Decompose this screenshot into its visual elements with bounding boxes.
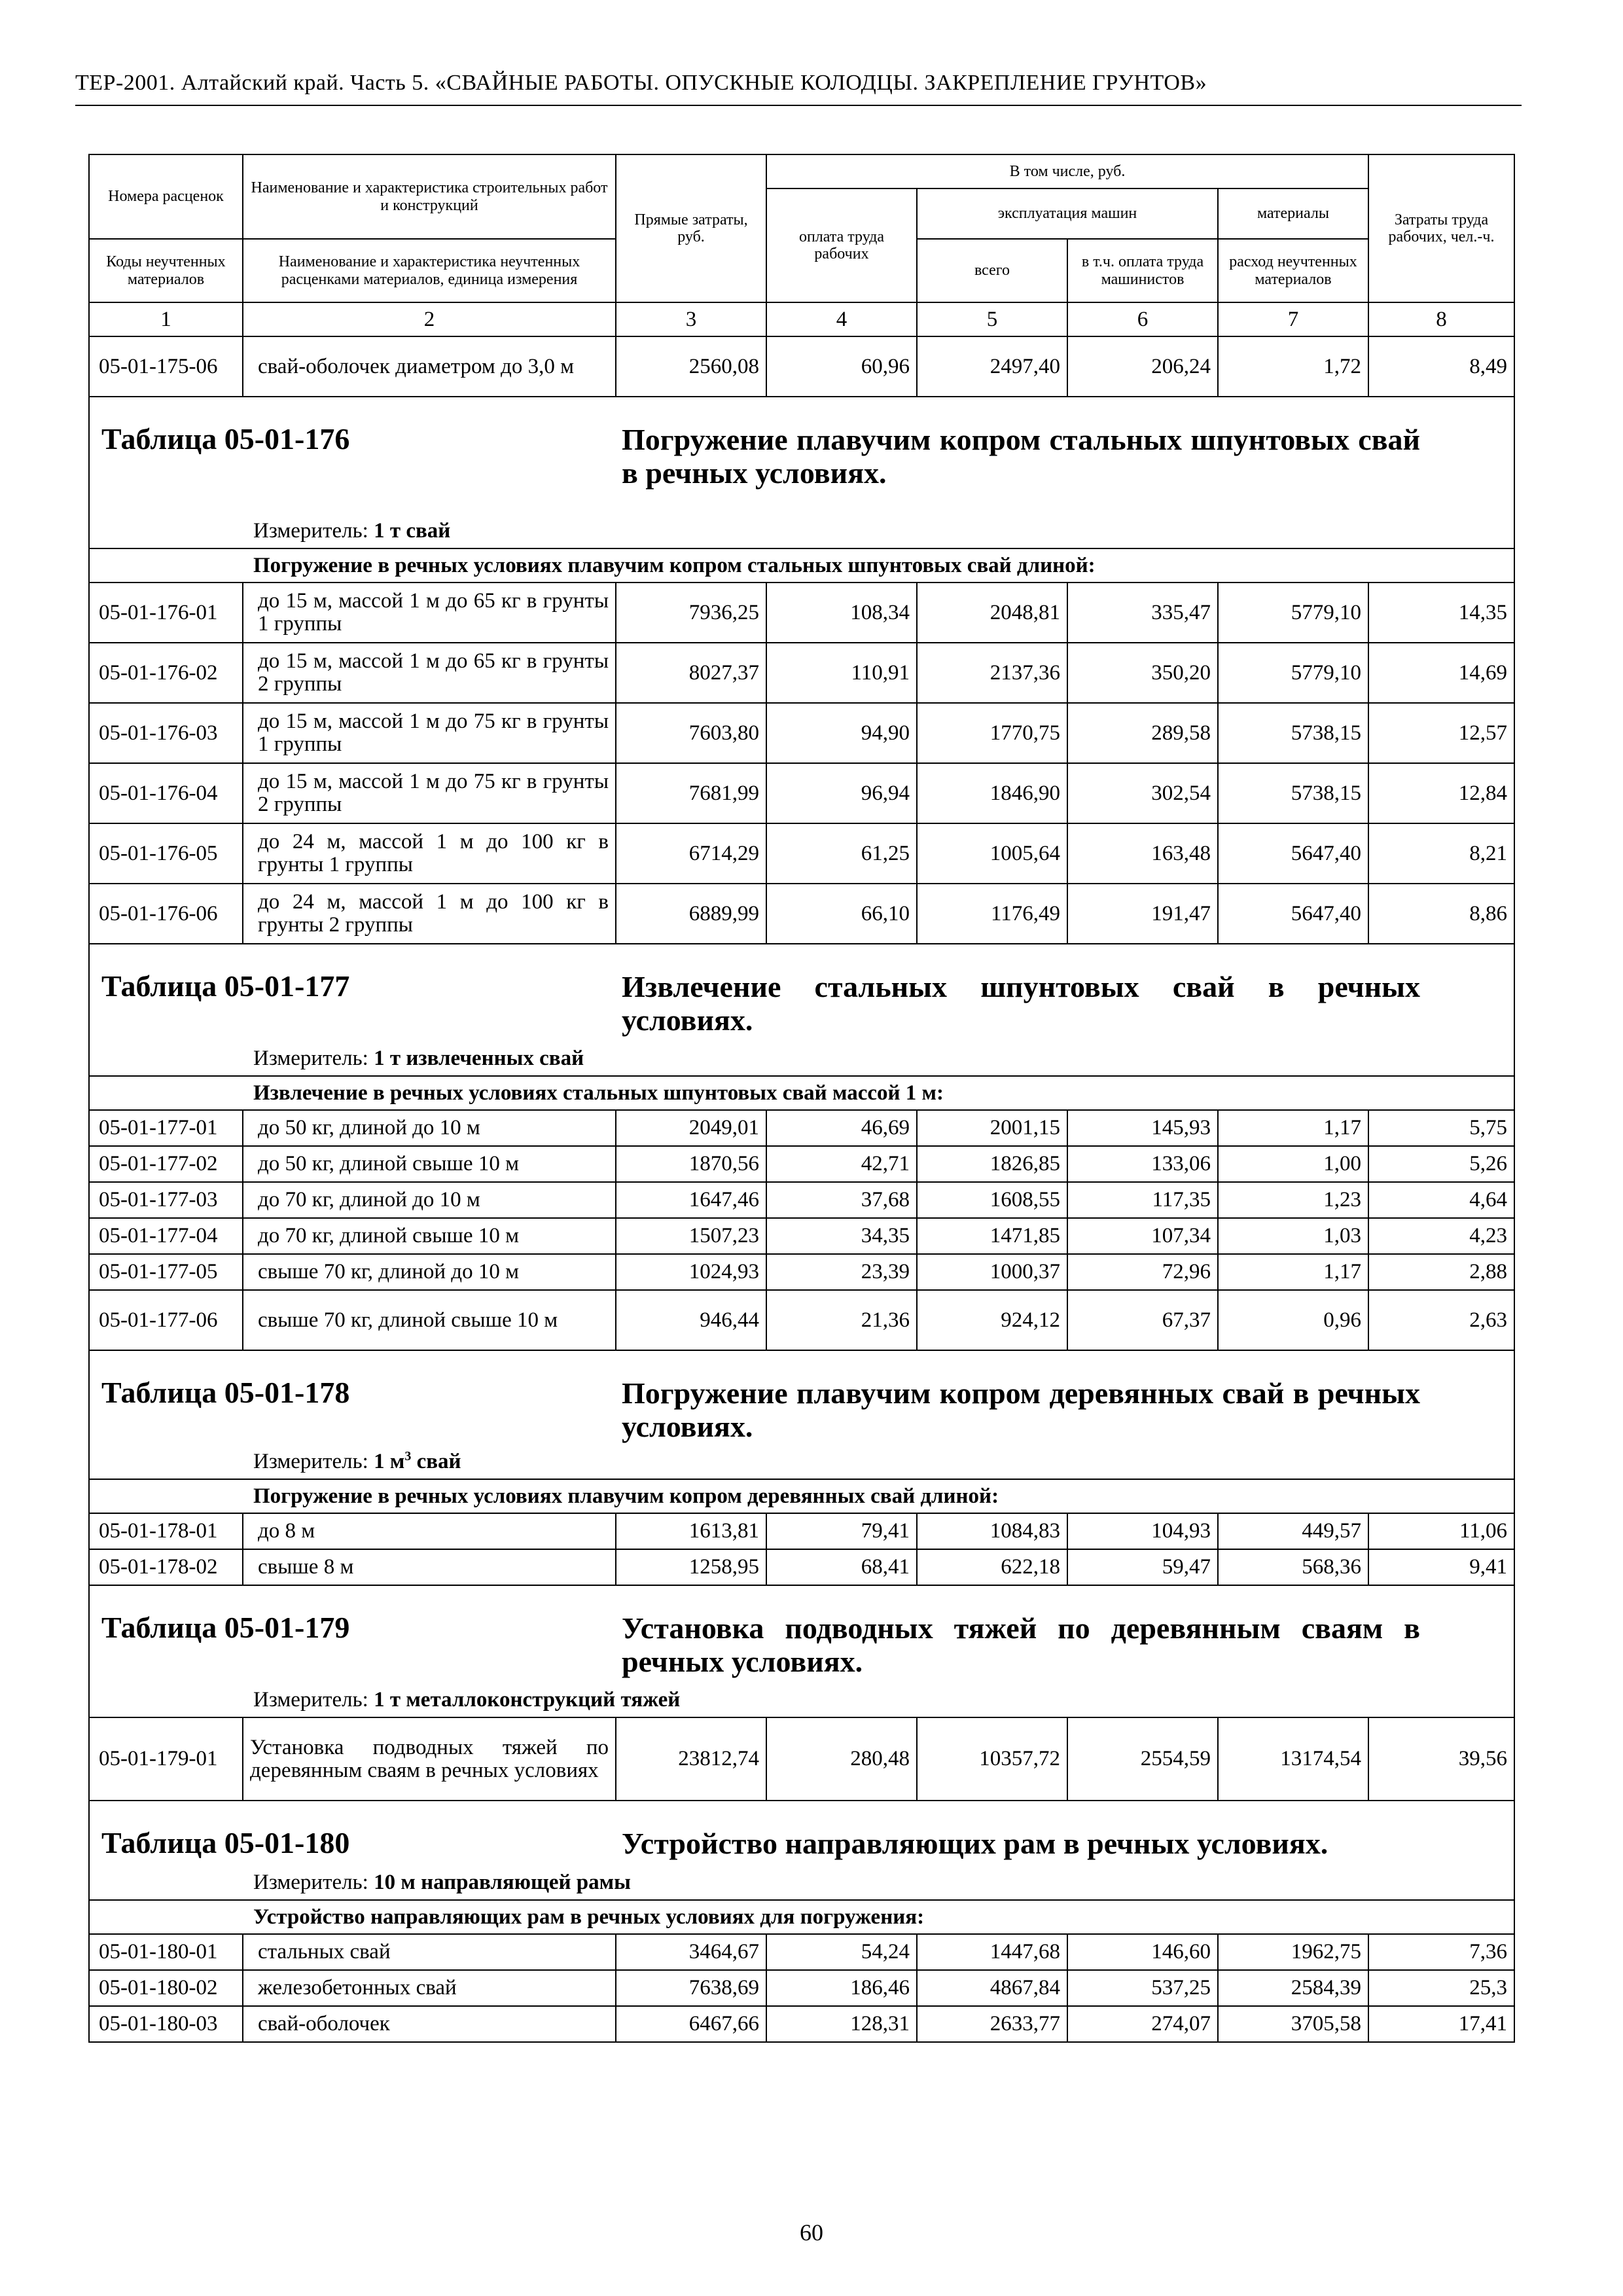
section-title-box bbox=[90, 1351, 1514, 1479]
rate-code: 05-01-176-03 bbox=[89, 703, 243, 763]
rate-value: 280,48 bbox=[766, 1717, 917, 1801]
rate-name: свыше 8 м bbox=[243, 1549, 616, 1585]
table-section-title bbox=[89, 1801, 1514, 1900]
rate-value: 1,00 bbox=[1218, 1146, 1368, 1182]
table-row bbox=[89, 583, 1514, 643]
rate-value: 67,37 bbox=[1067, 1290, 1218, 1350]
section-caption: Установка подводных тяжей по деревянным сваям в речных условиях. bbox=[622, 1611, 1420, 1678]
rate-value: 2633,77 bbox=[917, 2006, 1067, 2042]
rate-value: 449,57 bbox=[1218, 1513, 1368, 1549]
rate-value: 5,75 bbox=[1368, 1110, 1514, 1146]
section-caption: Устройство направляющих рам в речных условиях. bbox=[622, 1827, 1329, 1860]
rate-name: до 15 м, массой 1 м до 65 кг в грунты 1 группы bbox=[243, 583, 616, 643]
section-unit bbox=[253, 520, 450, 543]
unit-suffix: свай bbox=[411, 1450, 461, 1474]
table-row bbox=[89, 1549, 1514, 1585]
rate-value: 59,47 bbox=[1067, 1549, 1218, 1585]
rate-value: 335,47 bbox=[1067, 583, 1218, 643]
rate-code: 05-01-179-01 bbox=[89, 1717, 243, 1801]
rate-value: 1024,93 bbox=[616, 1254, 766, 1290]
rate-value: 163,48 bbox=[1067, 823, 1218, 884]
section-title-cell bbox=[89, 397, 1514, 548]
section-title-cell bbox=[89, 1350, 1514, 1479]
rate-value: 5647,40 bbox=[1218, 823, 1368, 884]
section-table-number: Таблица 05-01-179 bbox=[101, 1611, 350, 1644]
table-section-title bbox=[89, 397, 1514, 548]
rate-value: 1507,23 bbox=[616, 1218, 766, 1254]
section-table-number: Таблица 05-01-178 bbox=[101, 1376, 350, 1409]
rate-value: 5738,15 bbox=[1218, 763, 1368, 823]
rate-value: 110,91 bbox=[766, 643, 917, 703]
table-row bbox=[89, 1182, 1514, 1218]
rate-value: 25,3 bbox=[1368, 1970, 1514, 2006]
rate-value: 1826,85 bbox=[917, 1146, 1067, 1182]
rate-value: 8027,37 bbox=[616, 643, 766, 703]
section-title-box bbox=[90, 1801, 1514, 1899]
rate-value: 72,96 bbox=[1067, 1254, 1218, 1290]
col-number: 8 bbox=[1368, 302, 1514, 336]
rate-code: 05-01-176-05 bbox=[89, 823, 243, 884]
rate-value: 1,23 bbox=[1218, 1182, 1368, 1218]
rate-name: свай-оболочек диаметром до 3,0 м bbox=[243, 336, 616, 397]
section-table-number: Таблица 05-01-177 bbox=[101, 969, 350, 1003]
rate-value: 145,93 bbox=[1067, 1110, 1218, 1146]
table-row bbox=[89, 884, 1514, 944]
unit-prefix: Измеритель: bbox=[253, 1047, 368, 1071]
table-row bbox=[89, 1146, 1514, 1182]
rate-value: 37,68 bbox=[766, 1182, 917, 1218]
rate-code: 05-01-178-01 bbox=[89, 1513, 243, 1549]
rates-table bbox=[88, 154, 1515, 2043]
rate-value: 1770,75 bbox=[917, 703, 1067, 763]
rate-value: 4867,84 bbox=[917, 1970, 1067, 2006]
rate-code: 05-01-177-04 bbox=[89, 1218, 243, 1254]
rate-value: 302,54 bbox=[1067, 763, 1218, 823]
rate-value: 60,96 bbox=[766, 336, 917, 397]
rate-value: 39,56 bbox=[1368, 1717, 1514, 1801]
rate-value: 13174,54 bbox=[1218, 1717, 1368, 1801]
header-codes-materials: Коды неучтенных материалов bbox=[89, 239, 243, 302]
unit-prefix: Измеритель: bbox=[253, 1871, 368, 1895]
section-unit bbox=[253, 1871, 631, 1894]
rate-value: 1,03 bbox=[1218, 1218, 1368, 1254]
rate-name: свай-оболочек bbox=[243, 2006, 616, 2042]
rate-value: 1613,81 bbox=[616, 1513, 766, 1549]
col-number: 4 bbox=[766, 302, 917, 336]
rate-value: 3464,67 bbox=[616, 1934, 766, 1970]
header-machinists-pay: в т.ч. оплата труда машинистов bbox=[1067, 239, 1218, 302]
rate-value: 7638,69 bbox=[616, 1970, 766, 2006]
rate-value: 186,46 bbox=[766, 1970, 917, 2006]
rate-value: 8,21 bbox=[1368, 823, 1514, 884]
header-materials-consumption: расход неучтенных материалов bbox=[1218, 239, 1368, 302]
rate-value: 622,18 bbox=[917, 1549, 1067, 1585]
rate-code: 05-01-176-04 bbox=[89, 763, 243, 823]
rate-value: 191,47 bbox=[1067, 884, 1218, 944]
table-row bbox=[89, 336, 1514, 397]
rate-value: 66,10 bbox=[766, 884, 917, 944]
rate-value: 96,94 bbox=[766, 763, 917, 823]
header-machines-total: всего bbox=[917, 239, 1067, 302]
rate-value: 7681,99 bbox=[616, 763, 766, 823]
rate-value: 350,20 bbox=[1067, 643, 1218, 703]
rate-value: 94,90 bbox=[766, 703, 917, 763]
rate-value: 537,25 bbox=[1067, 1970, 1218, 2006]
rate-value: 4,64 bbox=[1368, 1182, 1514, 1218]
rate-code: 05-01-176-06 bbox=[89, 884, 243, 944]
rate-value: 117,35 bbox=[1067, 1182, 1218, 1218]
header-name-materials: Наименование и характеристика неучтенных расценками материалов, единица измерения bbox=[243, 239, 616, 302]
rate-value: 1,17 bbox=[1218, 1110, 1368, 1146]
rate-value: 10357,72 bbox=[917, 1717, 1067, 1801]
rate-name: Установка подводных тяжей по деревянным сваям в речных условиях bbox=[243, 1717, 616, 1801]
rate-value: 5647,40 bbox=[1218, 884, 1368, 944]
rate-value: 7603,80 bbox=[616, 703, 766, 763]
rate-code: 05-01-180-03 bbox=[89, 2006, 243, 2042]
rate-value: 12,57 bbox=[1368, 703, 1514, 763]
col-number: 6 bbox=[1067, 302, 1218, 336]
rate-value: 2048,81 bbox=[917, 583, 1067, 643]
section-title-cell bbox=[89, 1585, 1514, 1717]
section-table-number: Таблица 05-01-180 bbox=[101, 1826, 350, 1859]
rate-name: до 15 м, массой 1 м до 65 кг в грунты 2 группы bbox=[243, 643, 616, 703]
rate-code: 05-01-176-02 bbox=[89, 643, 243, 703]
unit-value: 1 т металлоконструкций тяжей bbox=[374, 1688, 681, 1712]
rate-value: 289,58 bbox=[1067, 703, 1218, 763]
rate-name: до 50 кг, длиной свыше 10 м bbox=[243, 1146, 616, 1182]
rate-code: 05-01-180-02 bbox=[89, 1970, 243, 2006]
rate-value: 924,12 bbox=[917, 1290, 1067, 1350]
table-row bbox=[89, 1290, 1514, 1350]
rate-value: 1,17 bbox=[1218, 1254, 1368, 1290]
rate-name: свыше 70 кг, длиной до 10 м bbox=[243, 1254, 616, 1290]
section-title-cell bbox=[89, 1801, 1514, 1900]
rate-value: 6889,99 bbox=[616, 884, 766, 944]
rate-value: 146,60 bbox=[1067, 1934, 1218, 1970]
rate-value: 1471,85 bbox=[917, 1218, 1067, 1254]
rate-value: 23,39 bbox=[766, 1254, 917, 1290]
table-row bbox=[89, 703, 1514, 763]
rate-value: 2,88 bbox=[1368, 1254, 1514, 1290]
rate-value: 46,69 bbox=[766, 1110, 917, 1146]
rate-value: 12,84 bbox=[1368, 763, 1514, 823]
unit-value: 1 т извлеченных свай bbox=[374, 1047, 584, 1071]
header-including: В том числе, руб. bbox=[766, 154, 1368, 188]
section-title-cell bbox=[89, 944, 1514, 1076]
header-machines: эксплуатация машин bbox=[917, 188, 1218, 239]
rate-value: 2554,59 bbox=[1067, 1717, 1218, 1801]
rate-value: 5,26 bbox=[1368, 1146, 1514, 1182]
header-codes: Номера расценок bbox=[89, 154, 243, 239]
table-row bbox=[89, 1218, 1514, 1254]
running-header: ТЕР-2001. Алтайский край. Часть 5. «СВАЙНЫЕ РАБОТЫ. ОПУСКНЫЕ КОЛОДЦЫ. ЗАКРЕПЛЕНИЕ ГРУНТОВ» bbox=[75, 71, 1207, 95]
rate-name: до 24 м, массой 1 м до 100 кг в грунты 2 группы bbox=[243, 884, 616, 944]
rate-value: 5779,10 bbox=[1218, 643, 1368, 703]
rate-value: 5738,15 bbox=[1218, 703, 1368, 763]
section-subheading-row bbox=[89, 548, 1514, 583]
col-number: 2 bbox=[243, 302, 616, 336]
rate-name: до 70 кг, длиной свыше 10 м bbox=[243, 1218, 616, 1254]
rate-value: 61,25 bbox=[766, 823, 917, 884]
section-title-box bbox=[90, 1586, 1514, 1717]
rate-value: 2137,36 bbox=[917, 643, 1067, 703]
col-number: 5 bbox=[917, 302, 1067, 336]
rate-value: 128,31 bbox=[766, 2006, 917, 2042]
rate-value: 17,41 bbox=[1368, 2006, 1514, 2042]
rate-name: до 24 м, массой 1 м до 100 кг в грунты 1 группы bbox=[243, 823, 616, 884]
rate-value: 1000,37 bbox=[917, 1254, 1067, 1290]
section-unit bbox=[253, 1047, 584, 1070]
rate-value: 1005,64 bbox=[917, 823, 1067, 884]
table-row bbox=[89, 1513, 1514, 1549]
rate-value: 1258,95 bbox=[616, 1549, 766, 1585]
unit-prefix: Измеритель: bbox=[253, 1688, 368, 1712]
rate-value: 1,72 bbox=[1218, 336, 1368, 397]
rate-value: 9,41 bbox=[1368, 1549, 1514, 1585]
rate-name: до 15 м, массой 1 м до 75 кг в грунты 1 группы bbox=[243, 703, 616, 763]
table-section-title bbox=[89, 1585, 1514, 1717]
rate-value: 6714,29 bbox=[616, 823, 766, 884]
section-subheading: Погружение в речных условиях плавучим копром стальных шпунтовых свай длиной: bbox=[89, 548, 1514, 583]
table-row bbox=[89, 1110, 1514, 1146]
rate-value: 14,69 bbox=[1368, 643, 1514, 703]
table-section-title bbox=[89, 1350, 1514, 1479]
rate-value: 7936,25 bbox=[616, 583, 766, 643]
col-number: 3 bbox=[616, 302, 766, 336]
section-table-number: Таблица 05-01-176 bbox=[101, 422, 350, 456]
rate-value: 946,44 bbox=[616, 1290, 766, 1350]
rate-code: 05-01-177-03 bbox=[89, 1182, 243, 1218]
rate-code: 05-01-176-01 bbox=[89, 583, 243, 643]
table-row bbox=[89, 643, 1514, 703]
header-labor-hours: Затраты труда рабочих, чел.-ч. bbox=[1368, 154, 1514, 302]
section-subheading-row bbox=[89, 1479, 1514, 1513]
rate-value: 274,07 bbox=[1067, 2006, 1218, 2042]
column-numbers-row bbox=[89, 302, 1514, 336]
section-caption: Погружение плавучим копром стальных шпунтовых свай в речных условиях. bbox=[622, 423, 1420, 490]
section-subheading: Устройство направляющих рам в речных условиях для погружения: bbox=[89, 1900, 1514, 1934]
rate-value: 8,49 bbox=[1368, 336, 1514, 397]
section-subheading-row bbox=[89, 1076, 1514, 1110]
rate-value: 8,86 bbox=[1368, 884, 1514, 944]
rate-value: 5779,10 bbox=[1218, 583, 1368, 643]
unit-value: 1 м bbox=[374, 1450, 405, 1474]
section-caption: Извлечение стальных шпунтовых свай в речных условиях. bbox=[622, 970, 1420, 1037]
unit-superscript: 3 bbox=[404, 1449, 412, 1464]
rate-name: железобетонных свай bbox=[243, 1970, 616, 2006]
rate-value: 79,41 bbox=[766, 1513, 917, 1549]
rate-value: 4,23 bbox=[1368, 1218, 1514, 1254]
unit-value: 10 м направляющей рамы bbox=[374, 1871, 631, 1895]
rate-name: стальных свай bbox=[243, 1934, 616, 1970]
rate-name: свыше 70 кг, длиной свыше 10 м bbox=[243, 1290, 616, 1350]
unit-prefix: Измеритель: bbox=[253, 1450, 368, 1474]
rate-value: 3705,58 bbox=[1218, 2006, 1368, 2042]
unit-prefix: Измеритель: bbox=[253, 519, 368, 543]
rate-value: 34,35 bbox=[766, 1218, 917, 1254]
section-subheading-row bbox=[89, 1900, 1514, 1934]
section-title-box bbox=[90, 944, 1514, 1075]
rate-value: 133,06 bbox=[1067, 1146, 1218, 1182]
rate-value: 23812,74 bbox=[616, 1717, 766, 1801]
rate-value: 107,34 bbox=[1067, 1218, 1218, 1254]
rate-name: до 70 кг, длиной до 10 м bbox=[243, 1182, 616, 1218]
rate-value: 1846,90 bbox=[917, 763, 1067, 823]
col-number: 1 bbox=[89, 302, 243, 336]
section-caption: Погружение плавучим копром деревянных свай в речных условиях. bbox=[622, 1376, 1420, 1443]
rate-code: 05-01-177-02 bbox=[89, 1146, 243, 1182]
table-section-title bbox=[89, 944, 1514, 1076]
rate-value: 1870,56 bbox=[616, 1146, 766, 1182]
section-title-box bbox=[90, 397, 1514, 548]
header-materials: материалы bbox=[1218, 188, 1368, 239]
rate-value: 1447,68 bbox=[917, 1934, 1067, 1970]
rate-value: 2,63 bbox=[1368, 1290, 1514, 1350]
rate-value: 54,24 bbox=[766, 1934, 917, 1970]
rate-code: 05-01-178-02 bbox=[89, 1549, 243, 1585]
table-row bbox=[89, 763, 1514, 823]
header-labor-pay: оплата труда рабочих bbox=[766, 188, 917, 302]
unit-value: 1 т свай bbox=[374, 519, 451, 543]
page-number: 60 bbox=[800, 2219, 823, 2246]
rate-value: 68,41 bbox=[766, 1549, 917, 1585]
table-row bbox=[89, 1970, 1514, 2006]
rate-value: 2497,40 bbox=[917, 336, 1067, 397]
rate-code: 05-01-177-01 bbox=[89, 1110, 243, 1146]
rate-value: 7,36 bbox=[1368, 1934, 1514, 1970]
rate-value: 1962,75 bbox=[1218, 1934, 1368, 1970]
rate-code: 05-01-180-01 bbox=[89, 1934, 243, 1970]
rate-value: 104,93 bbox=[1067, 1513, 1218, 1549]
section-unit bbox=[253, 1689, 680, 1712]
rate-value: 2560,08 bbox=[616, 336, 766, 397]
table-row bbox=[89, 823, 1514, 884]
section-unit bbox=[253, 1450, 461, 1473]
rate-value: 6467,66 bbox=[616, 2006, 766, 2042]
rate-value: 14,35 bbox=[1368, 583, 1514, 643]
section-subheading: Извлечение в речных условиях стальных шпунтовых свай массой 1 м: bbox=[89, 1076, 1514, 1110]
table-row bbox=[89, 1934, 1514, 1970]
rate-value: 2584,39 bbox=[1218, 1970, 1368, 2006]
rate-value: 11,06 bbox=[1368, 1513, 1514, 1549]
rate-code: 05-01-175-06 bbox=[89, 336, 243, 397]
table-row bbox=[89, 1254, 1514, 1290]
rate-value: 568,36 bbox=[1218, 1549, 1368, 1585]
rate-name: до 50 кг, длиной до 10 м bbox=[243, 1110, 616, 1146]
rate-name: до 8 м bbox=[243, 1513, 616, 1549]
header-name: Наименование и характеристика строительных работ и конструкций bbox=[243, 154, 616, 239]
rate-value: 2049,01 bbox=[616, 1110, 766, 1146]
table-row bbox=[89, 1717, 1514, 1801]
rate-value: 1647,46 bbox=[616, 1182, 766, 1218]
rate-name: до 15 м, массой 1 м до 75 кг в грунты 2 группы bbox=[243, 763, 616, 823]
rate-value: 2001,15 bbox=[917, 1110, 1067, 1146]
rate-value: 21,36 bbox=[766, 1290, 917, 1350]
rate-value: 42,71 bbox=[766, 1146, 917, 1182]
rate-code: 05-01-177-05 bbox=[89, 1254, 243, 1290]
col-number: 7 bbox=[1218, 302, 1368, 336]
table-row bbox=[89, 2006, 1514, 2042]
rate-code: 05-01-177-06 bbox=[89, 1290, 243, 1350]
header-direct-costs: Прямые затраты, руб. bbox=[616, 154, 766, 302]
rate-value: 206,24 bbox=[1067, 336, 1218, 397]
rate-value: 1608,55 bbox=[917, 1182, 1067, 1218]
rate-value: 0,96 bbox=[1218, 1290, 1368, 1350]
section-subheading: Погружение в речных условиях плавучим копром деревянных свай длиной: bbox=[89, 1479, 1514, 1513]
rate-value: 108,34 bbox=[766, 583, 917, 643]
header-rule bbox=[75, 105, 1522, 106]
rate-value: 1176,49 bbox=[917, 884, 1067, 944]
rate-value: 1084,83 bbox=[917, 1513, 1067, 1549]
